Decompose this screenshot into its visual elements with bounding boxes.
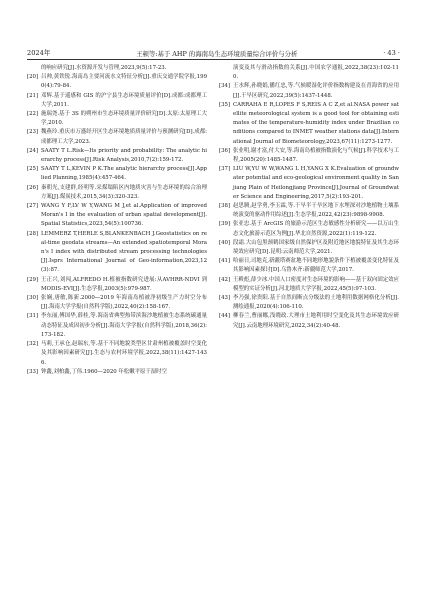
- reference-number: [35]: [219, 101, 231, 108]
- reference-number: [44]: [219, 313, 231, 320]
- header-article-title: 王顿等:基于 AHP 的海南岛生态环境质量综合评价与分析: [136, 49, 298, 58]
- reference-number: [43]: [219, 295, 231, 302]
- reference-text: WANG Y F,LV W Y,WANG M J,et al.Application of improved Moran's I in the evaluation of urban spatial development[J].Spatial Statistics,2023,54(5):100736.: [41, 203, 207, 228]
- reference-text: SAATY T L,KEVIN P K.The analytic hierarchy process[J].Applied Planning,1985(4):457-464.: [41, 166, 207, 182]
- reference-number: [27]: [27, 203, 39, 210]
- reference-number: [26]: [27, 184, 39, 191]
- reference-entry: [27, 340, 207, 368]
- reference-number: [38]: [219, 203, 231, 210]
- reference-entry: [219, 64, 399, 82]
- page-header: [27, 45, 400, 57]
- reference-number: [37]: [219, 166, 231, 173]
- reference-entry: [27, 276, 207, 294]
- reference-entry: [219, 82, 399, 100]
- reference-text: 演变及其与滑动指数的关系[J].中国农学通报,2022,38(23):102-110.: [233, 65, 399, 81]
- reference-number: [23]: [27, 129, 39, 136]
- reference-text: 柳春兰,曹丽娜,浅晓政.大理市土地利用时空变化及其生态环境效应研究[J].云南地理环境研究,2022,34(2):40-48.: [233, 313, 399, 329]
- reference-text: 王正兴,刘闯,ALFREDO H.植被指数研究进展:从AVHRR-NDVI 到 MODIS-EVI[J].生态学报,2003(5):979-987.: [41, 276, 207, 292]
- reference-text: 施瑞尧.基于 3S 的朔州市生态环境质量评价研究[D].太原:太原理工大学,2010.: [41, 111, 207, 127]
- references-left-column: [27, 64, 207, 377]
- reference-entry: [27, 165, 207, 183]
- reference-entry: [27, 230, 207, 276]
- reference-entry: [219, 202, 399, 220]
- reference-number: [42]: [219, 276, 231, 283]
- reference-number: [25]: [27, 166, 39, 173]
- reference-text: 赵思腾,赵学勇,李玉霖,等.干旱半干旱区地下水埋深对沙地植物土壤系统演变的驱动作用综述[J].生态学报,2022,42(23):9898-9908.: [233, 203, 399, 219]
- reference-entry: [219, 220, 399, 238]
- reference-entry: [27, 294, 207, 312]
- reference-entry: [27, 184, 207, 202]
- reference-number: [21]: [27, 92, 39, 99]
- reference-entry: [219, 101, 399, 147]
- reference-entry: [27, 92, 207, 110]
- reference-text: SAATY T L.Risk—Its priority and probability: The analytic hierarchy process[J].Risk Analysis,2010,7(2):159-172.: [41, 147, 207, 164]
- reference-entry: [27, 73, 207, 91]
- reference-number: [33]: [27, 368, 39, 375]
- reference-entry: [27, 368, 207, 377]
- reference-text: 王殿彪,薛少冰.中国人口密度对生态环境的影响——基于双向固定效应模型的实证分析[J].河北地质大学学报,2022,45(5):97-103.: [233, 276, 399, 292]
- header-year: 2024年: [27, 49, 51, 58]
- reference-entry: [27, 64, 207, 73]
- reference-text: 李乃强,徐贵阳.基于自然间断点分级法的土地利用数据网格化分析[J].测绘通报,2020(4):106-110.: [233, 295, 399, 311]
- reference-entry: [219, 294, 399, 312]
- reference-text: 段霜.大山包黑颈鹤国家级自然保护区及附近地区地貌特征及其生态环境效应研究[D].昆明:云南师范大学,2021.: [233, 239, 399, 256]
- reference-number: [39]: [219, 221, 231, 228]
- reference-text: 王水辉,孙晓娟,播红忠,等.气候暖湿化评价指数构建及在青海省的应用[J].干旱区研究,2022,39(5):1437-1448.: [233, 83, 399, 99]
- reference-entry: [219, 165, 399, 202]
- reference-number: [40]: [219, 239, 231, 246]
- reference-number: [22]: [27, 111, 39, 118]
- reference-text: 李东丽,傅国华,薛桂,等.海南省典型热带滨海沙地植被生态系统碳通量动态特征及成因初步分析[J].海南大学学报(自然科学版),2018,36(2):173-182.: [41, 313, 207, 338]
- reference-number: [41]: [219, 258, 231, 265]
- reference-text: 秦朝光,支建群,经明等.采煤塌陷区内地质灾害与生态环境的综合治理方案[J].煤炭技术,2015,34(3):320-323.: [41, 184, 207, 200]
- reference-text: CARRAHA E R,LOPES F S,REIS A C Z,et al.NASA power satellite meteorological system is a good tool for obtaining estimates of the temperature-humidity index under Brazilian conditions compared to INMET weather stations data[J].International Journal of Biometeorology,2023,67(11):1273-1277.: [233, 101, 399, 145]
- reference-number: [31]: [27, 313, 39, 320]
- reference-number: [34]: [219, 83, 231, 90]
- reference-text: 钟鑫,刘柏鑫,丁伟.1960—2020 年松嫩平原干湿时空: [41, 368, 167, 375]
- reference-number: [36]: [219, 147, 231, 154]
- reference-entry: [219, 276, 399, 294]
- reference-text: LEMMERZ T,HERLE S,BLANKENBACH J.Geostatistics on real-time geodata streams—An extended spatiotemporal Moran's I index with distributed stream processing technologies[J].Isprs International Journal of Geo-information,2023,12(3):87.: [41, 230, 207, 274]
- reference-entry: [27, 110, 207, 128]
- reference-entry: [27, 202, 207, 230]
- reference-number: [20]: [27, 74, 39, 81]
- reference-entry: [27, 128, 207, 146]
- reference-text: 张娴,唐敏,陈新.2000—2019 年海南岛植被净初级生产力时空分布[J].海南大学学报(自然科学版),2022,40(2):158-167.: [41, 295, 207, 311]
- reference-text: 马莉,王承仓,赵瑞东,等.基于不同地貌类型区甘肃州植被覆盖时空变化及其影响因素研究[J].生态与农村环境学报,2022,38(11):1427-1436.: [41, 341, 207, 366]
- references-right-column: [219, 64, 399, 331]
- reference-entry: [219, 312, 399, 330]
- reference-entry: [219, 147, 399, 165]
- reference-number: [28]: [27, 230, 39, 237]
- reference-text: 邓辉.基于遥感和 GIS 的沪宁县生态环境质量评价[D].成都:成都理工大学,2011.: [41, 92, 207, 108]
- reference-text: 哈丽日,司地克,新疆塔赛盆地不同地形地貌条件下植被覆盖变化特征及其影响因素探讨[D].乌鲁木齐:新疆师范大学,2017.: [233, 258, 399, 274]
- reference-entry: [27, 312, 207, 340]
- reference-entry: [219, 239, 399, 257]
- reference-text: 魏燕玲.重庆市万盛经开区生态环境地质质量评价与预测研究[D].成都:成都理工大学,2023.: [41, 129, 207, 145]
- reference-number: [30]: [27, 295, 39, 302]
- reference-text: 张亚忠.基于 ArcGIS 的旅游示范区生态敏感性分析研究——以万山生态文化旅游示范区为例[J].华北自然资源,2022(1):119-122.: [233, 221, 399, 237]
- reference-text: 吕帅,黄铁锐.海南岛主要河流水文特征分析[J].重庆交通学院学报,1990(4):79-84.: [41, 74, 207, 90]
- reference-entry: [219, 257, 399, 275]
- reference-number: [32]: [27, 341, 39, 348]
- header-page-number: · 43 ·: [383, 49, 400, 58]
- reference-number: [24]: [27, 147, 39, 154]
- reference-text: 的响应研究[J].水资源开发与管理,2023,9(5):17-23.: [41, 65, 167, 71]
- reference-text: 张业明,谢才富,付大安,等.海南岛植被指数演化与气候[J].科学技术与工程,2005(20):1485-1487.: [233, 147, 399, 164]
- reference-entry: [27, 147, 207, 165]
- reference-text: LIU W,YU W W,WANG L H,YANG X K.Evaluation of groundwater potential and eco-geological environment quality in Sanjiang Plain of Heilongjiang Province[J].Journal of Groundwater Science and Engineering,2017,5(2):193-201.: [233, 166, 399, 200]
- reference-number: [29]: [27, 276, 39, 283]
- header-divider: [27, 59, 400, 60]
